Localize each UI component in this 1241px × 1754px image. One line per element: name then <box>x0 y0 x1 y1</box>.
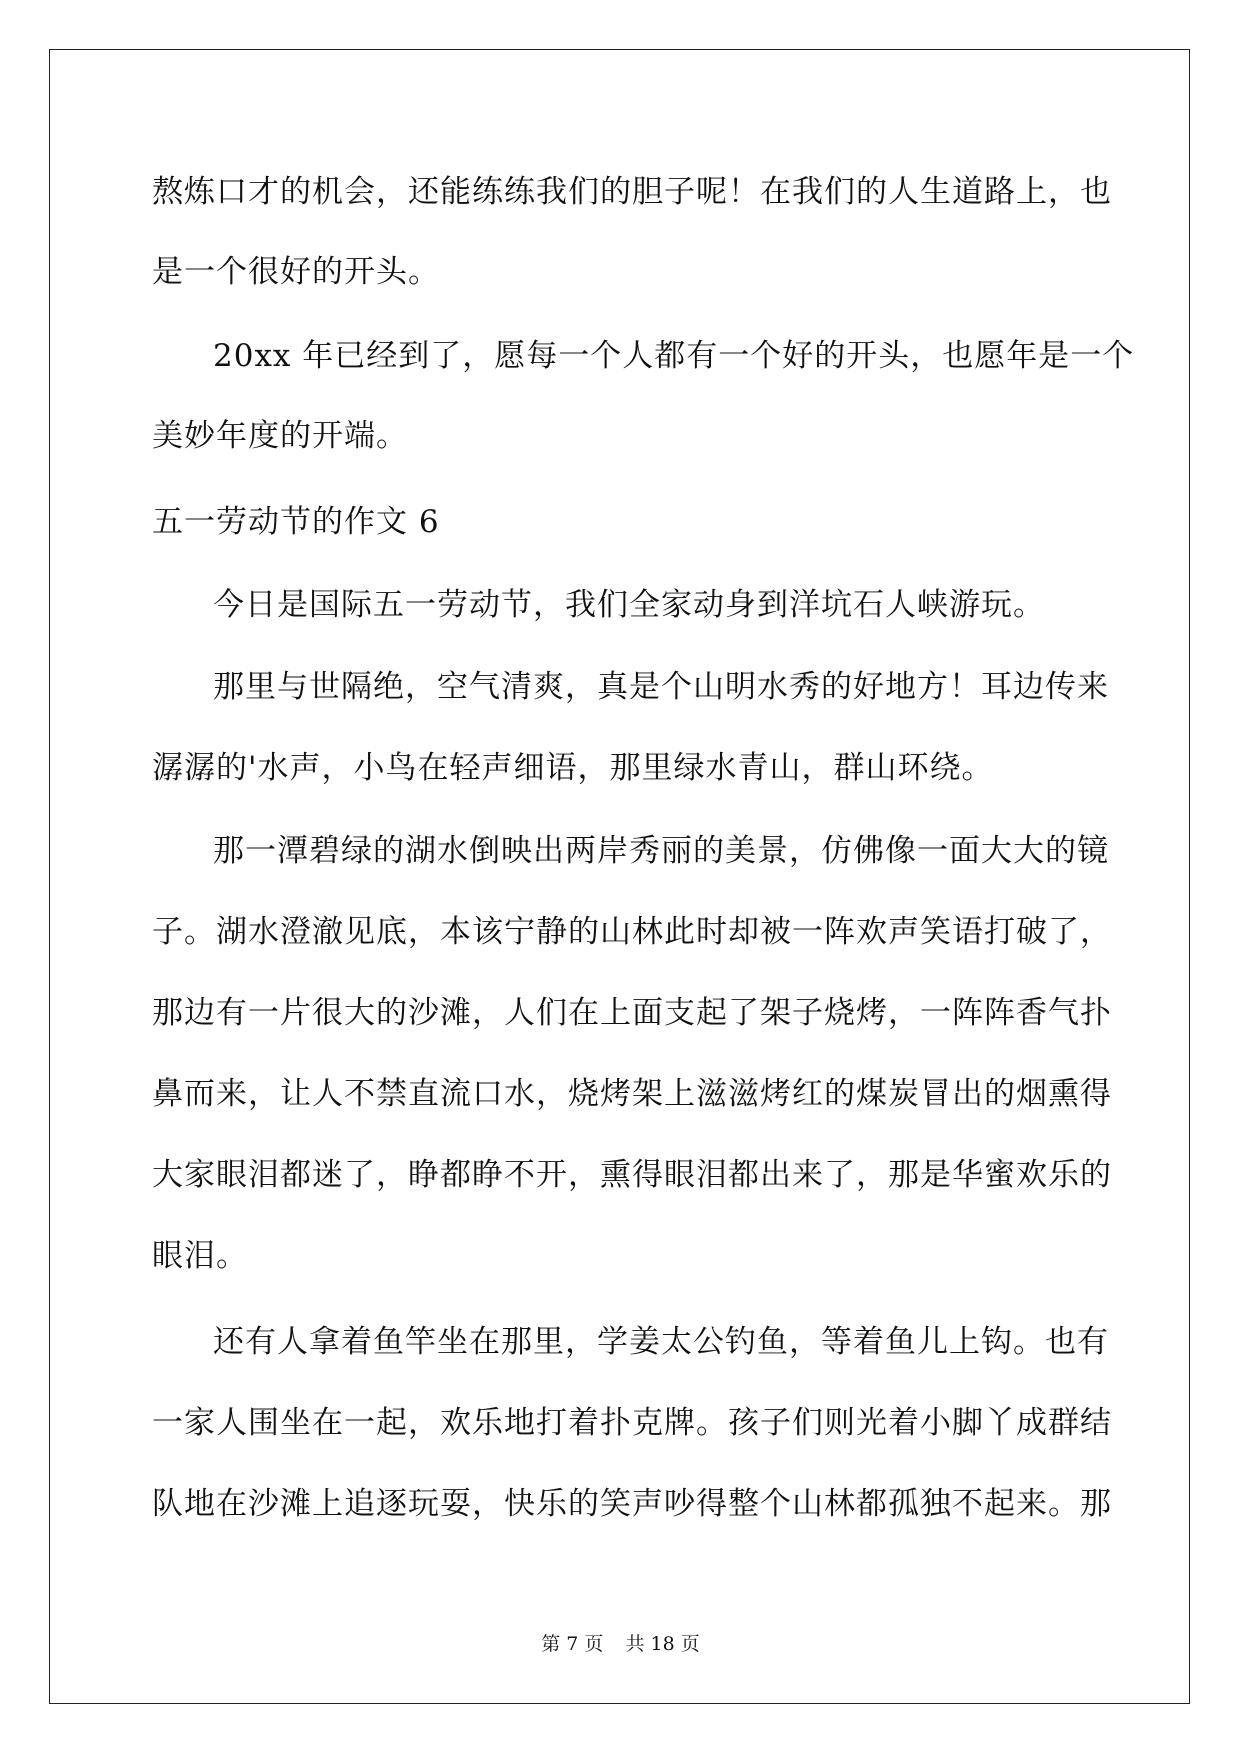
text-line: 那里与世隔绝，空气清爽，真是个山明水秀的好地方！耳边传来 <box>213 669 1109 705</box>
text-line: 子。湖水澄澈见底，本该宁静的山林此时却被一阵欢声笑语打破了， <box>152 914 1112 950</box>
page-number: 第 7 页 <box>541 1633 604 1655</box>
text-line: 眼泪。 <box>152 1238 248 1274</box>
text-line: 是一个很好的开头。 <box>152 254 440 290</box>
text-line: 潺潺的'水声，小鸟在轻声细语，那里绿水青山，群山环绕。 <box>152 750 994 786</box>
section-heading: 五一劳动节的作文 6 <box>152 504 440 540</box>
text-line: 今日是国际五一劳动节，我们全家动身到洋坑石人峡游玩。 <box>213 587 1045 623</box>
page-total: 共 18 页 <box>625 1633 700 1655</box>
text-line: 鼻而来，让人不禁直流口水，烧烤架上滋滋烤红的煤炭冒出的烟熏得 <box>152 1076 1112 1112</box>
text-line: 熬炼口才的机会，还能练练我们的胆子呢！在我们的人生道路上，也 <box>152 174 1112 210</box>
text-line: 一家人围坐在一起，欢乐地打着扑克牌。孩子们则光着小脚丫成群结 <box>152 1405 1112 1441</box>
text-line: 那一潭碧绿的湖水倒映出两岸秀丽的美景，仿佛像一面大大的镜 <box>213 833 1109 869</box>
text-line: 美妙年度的开端。 <box>152 418 408 454</box>
text-line: 队地在沙滩上追逐玩耍，快乐的笑声吵得整个山林都孤独不起来。那 <box>152 1486 1112 1522</box>
page-border <box>49 49 1190 1704</box>
text-line: 那边有一片很大的沙滩，人们在上面支起了架子烧烤，一阵阵香气扑 <box>152 995 1112 1031</box>
page-footer <box>0 1632 1241 1656</box>
text-line: 还有人拿着鱼竿坐在那里，学姜太公钓鱼，等着鱼儿上钩。也有 <box>213 1324 1109 1360</box>
text-line: 20xx 年已经到了，愿每一个人都有一个好的开头，也愿年是一个 <box>213 338 1135 374</box>
text-line: 大家眼泪都迷了，睁都睁不开，熏得眼泪都出来了，那是华蜜欢乐的 <box>152 1157 1112 1193</box>
